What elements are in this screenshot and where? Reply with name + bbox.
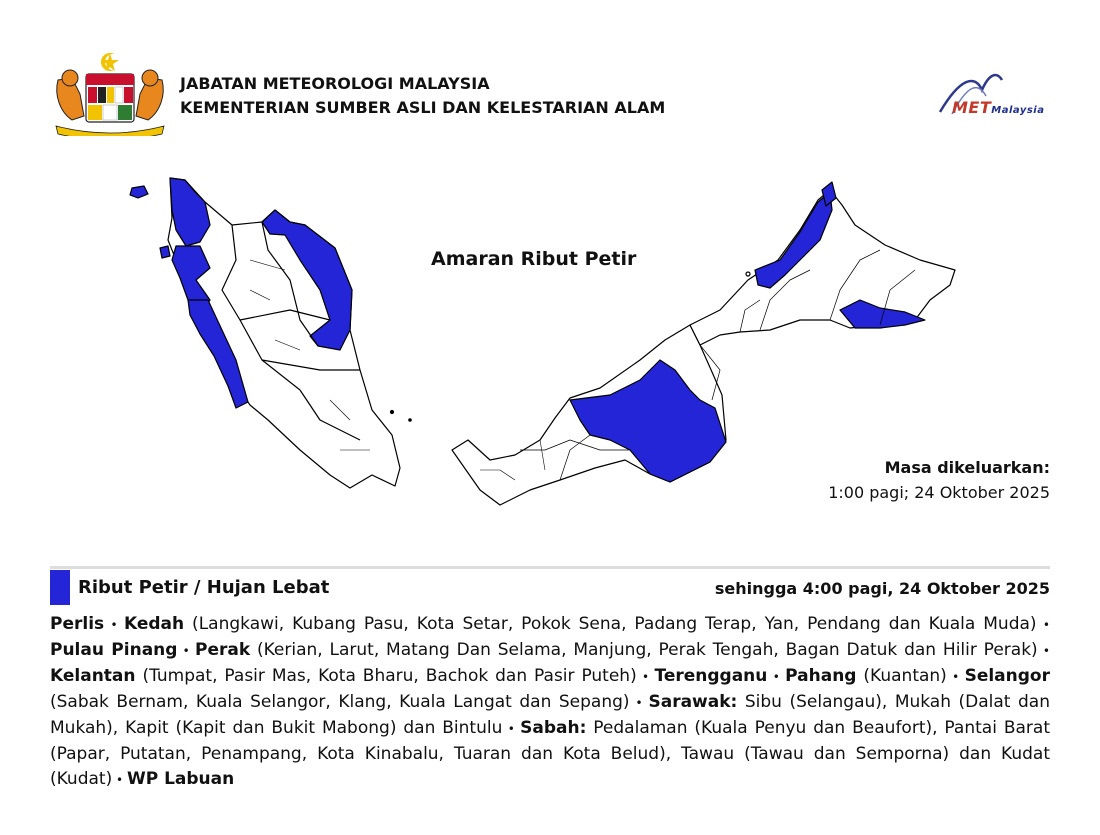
section-divider	[50, 566, 1050, 569]
entry-separator: •	[177, 644, 195, 658]
coat-of-arms-logo	[50, 50, 170, 136]
entry-separator: •	[767, 670, 786, 684]
entry-separator: •	[636, 670, 655, 684]
entry-separator: •	[629, 696, 649, 710]
map-title: Amaran Ribut Petir	[431, 248, 637, 270]
state-districts: Pedalaman (Kuala Penyu dan Beaufort), Pantai Barat (Papar, Putatan, Penampang, Kota Kinabalu, Tuaran dan Kota Belud), Tawau (Tawau dan Semporna) dan Kudat (Kudat)	[50, 718, 1050, 789]
state-name: Kedah	[123, 614, 185, 634]
entry-separator: •	[1036, 618, 1050, 632]
state-name: Perak	[195, 640, 251, 660]
issued-time-block	[828, 455, 1050, 505]
section-valid-until: sehingga 4:00 pagi, 24 Oktober 2025	[714, 579, 1050, 598]
section-title: Ribut Petir / Hujan Lebat	[78, 577, 330, 598]
entry-separator: •	[946, 670, 965, 684]
state-name: Sabah:	[520, 718, 587, 738]
state-name: Sarawak:	[648, 692, 738, 712]
met-malaysia-logo	[930, 68, 1050, 123]
met-logo-main: MET	[952, 98, 992, 117]
entry-separator: •	[502, 722, 521, 736]
affected-areas-text	[50, 612, 1050, 793]
state-districts: (Tumpat, Pasir Mas, Kota Bharu, Bachok dan Pasir Puteh)	[135, 666, 637, 686]
state-name: Pahang	[785, 666, 857, 686]
state-districts: (Kerian, Larut, Matang Dan Selama, Manjung, Perak Tengah, Bagan Datuk dan Hilir Perak)	[250, 640, 1038, 660]
state-name: Perlis	[50, 614, 105, 634]
issued-time: 1:00 pagi; 24 Oktober 2025	[828, 483, 1050, 502]
warning-penang	[160, 246, 170, 258]
peninsular-malaysia	[130, 178, 411, 488]
state-districts: (Langkawi, Kubang Pasu, Kota Setar, Pokok Sena, Padang Terap, Yan, Pendang dan Kuala Muda)	[184, 614, 1037, 634]
met-logo-text	[952, 98, 1044, 117]
issued-label: Masa dikeluarkan:	[884, 458, 1050, 477]
state-name: Selangor	[964, 666, 1050, 686]
warning-langkawi	[130, 186, 148, 198]
state-name: Pulau Pinang	[50, 640, 178, 660]
state-name: Terengganu	[654, 666, 768, 686]
entry-separator: •	[104, 618, 124, 632]
organization-name	[180, 72, 665, 120]
state-name: WP Labuan	[126, 769, 235, 789]
entry-separator: •	[1037, 644, 1050, 658]
state-districts: (Kuantan)	[856, 666, 947, 686]
state-districts: Sibu (Selangau), Mukah (Dalat dan Mukah), Kapit (Kapit dan Bukit Mabong) dan Bintulu	[50, 692, 1050, 738]
state-name: Kelantan	[50, 666, 136, 686]
entry-separator: •	[112, 773, 127, 787]
org-line-1: JABATAN METEOROLOGI MALAYSIA	[180, 74, 490, 93]
org-line-2: KEMENTERIAN SUMBER ASLI DAN KELESTARIAN ALAM	[180, 98, 666, 117]
met-logo-sub: Malaysia	[991, 105, 1045, 116]
header	[50, 50, 1050, 140]
state-districts: (Sabak Bernam, Kuala Selangor, Klang, Kuala Langat dan Sepang)	[50, 692, 630, 712]
section-color-bar	[50, 570, 70, 605]
